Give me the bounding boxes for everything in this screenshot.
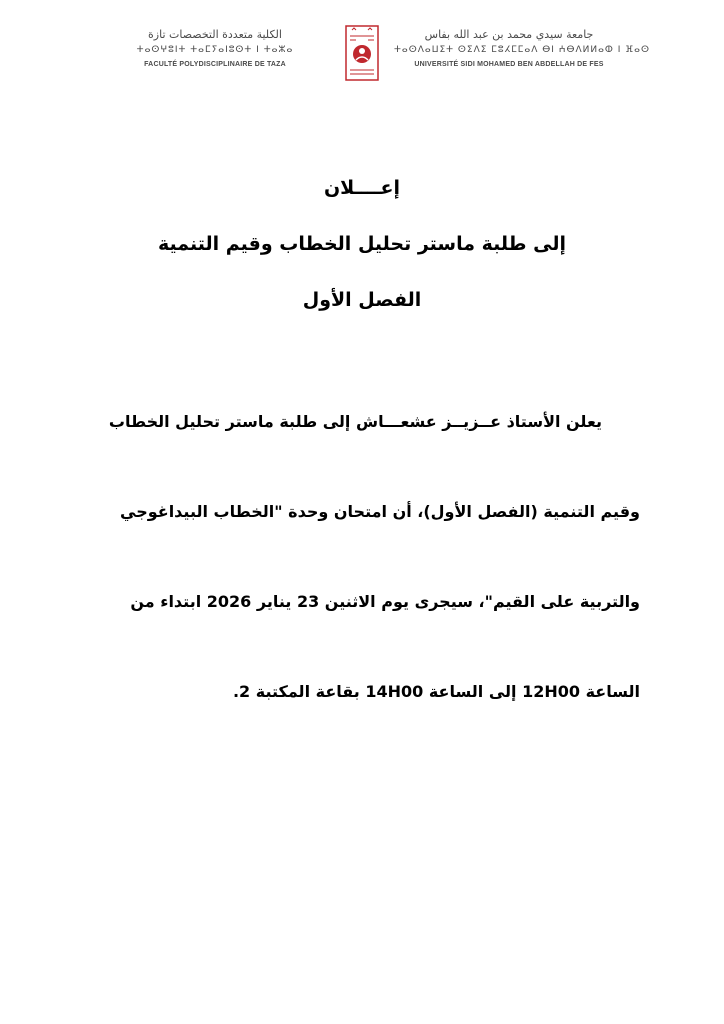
- faculty-name-french: FACULTÉ POLYDISCIPLINAIRE DE TAZA: [144, 61, 286, 68]
- university-name-tifinagh: ⵜⴰⵙⴷⴰⵡⵉⵜ ⵙⵉⴷⵉ ⵎⵓⵃⵎⵎⴰⴷ ⴱⵏ ⵄⴱⴷⵍⵍⴰⵀ ⵏ ⴼⴰⵙ: [394, 45, 650, 55]
- title-semester: الفصل الأول: [302, 289, 422, 311]
- title-recipients: إلى طلبة ماستر تحليل الخطاب وقيم التنمية: [157, 233, 567, 255]
- body-line: وقيم التنمية (الفصل الأول)، أن امتحان وحدة "الخطاب البيداغوجي: [120, 502, 640, 521]
- letterhead: [100, 22, 650, 90]
- university-name-block: [394, 28, 650, 71]
- body-line: والتربية على القيم"، سيجرى يوم الاثنين 23 يناير 2026 ابتداء من: [130, 592, 640, 611]
- announcement-body: [74, 400, 640, 760]
- faculty-name-arabic: الكلية متعددة التخصصات تازة: [148, 28, 282, 41]
- university-name-french: UNIVERSITÉ SIDI MOHAMED BEN ABDELLAH DE FES: [414, 61, 604, 68]
- announcement-title: [60, 168, 664, 336]
- faculty-name-tifinagh: ⵜⴰⵙⵖⵓⵏⵜ ⵜⴰⵎⵢⴰⵏⵓⵙⵜ ⵏ ⵜⴰⵣⴰ: [136, 45, 294, 55]
- body-line: يعلن الأستاذ عــزيــز عشعـــاش إلى طلبة ماستر تحليل الخطاب: [108, 412, 602, 431]
- university-seal-logo: [344, 24, 380, 82]
- university-name-arabic: جامعة سيدي محمد بن عبد الله بفاس: [424, 28, 594, 41]
- body-line: الساعة 12H00 إلى الساعة 14H00 بقاعة المكتبة 2.: [232, 682, 640, 701]
- faculty-name-block: [100, 28, 330, 71]
- title-announcement: إعــــلان: [323, 177, 401, 199]
